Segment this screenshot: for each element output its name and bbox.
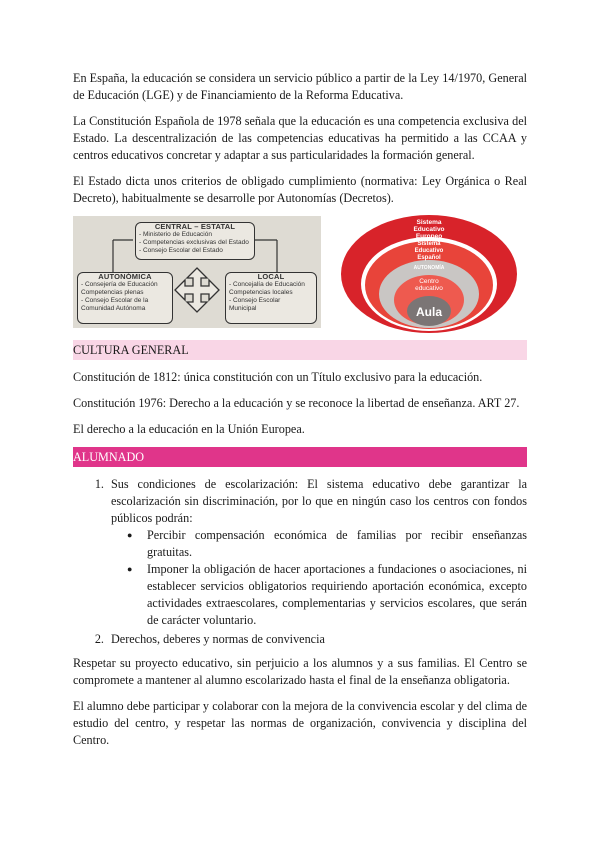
autonomica-line: - Consejo Escolar de la xyxy=(81,297,149,304)
concentric-rings-diagram xyxy=(329,214,529,334)
core-label: Aula xyxy=(415,305,443,319)
local-line: Competencias locales xyxy=(229,289,293,296)
list-item-text: Sus condiciones de escolarización: El sistema educativo debe garantizar la escolarización sin discriminación, por lo que en ningún caso los centros con fondos públicos podrán: xyxy=(111,477,527,525)
local-title: LOCAL xyxy=(257,272,285,281)
intro-paragraph-2: La Constitución Española de 1978 señala que la educación es una competencia exclusiva del Estado. La descentralización de las competencias educativas ha permitido a las CCAA y centros educativos concretar y adaptar a sus particularidades la formación general. xyxy=(73,114,527,162)
sub-list-item-compensacion: ● Percibir compensación económica de familias por recibir enseñanzas gratuitas. xyxy=(147,527,527,561)
ring1-label: Educativo xyxy=(413,226,445,233)
autonomica-line: Comunidad Autónoma xyxy=(81,305,146,312)
cultura-paragraph-2: Constitución 1976: Derecho a la educación y se reconoce la libertad de enseñanza. ART 27. xyxy=(73,396,520,410)
ring4-label: Centro xyxy=(419,278,439,285)
autonomica-line: Competencias plenas xyxy=(81,289,144,296)
cultura-paragraph-3: El derecho a la educación en la Unión Europea. xyxy=(73,422,305,436)
intro-paragraph-3: El Estado dicta unos criterios de obligado cumplimiento (normativa: Ley Orgánica o Real Decreto), habitualmente se desarrolle por Autonomías (Decretos). xyxy=(73,174,527,205)
local-line: - Consejo Escolar xyxy=(229,297,281,304)
closing-paragraph-2: El alumno debe participar y colaborar con la mejora de la convivencia escolar y del clima de estudio del centro, y respetar las normas de organización, convivencia y disciplina del Centro. xyxy=(73,699,527,747)
central-line: - Consejo Escolar del Estado xyxy=(139,247,223,254)
central-title: CENTRAL – ESTATAL xyxy=(154,222,236,231)
central-line: - Competencias exclusivas del Estado xyxy=(139,239,249,246)
autonomica-line: - Consejería de Educación xyxy=(81,281,158,288)
autonomica-box xyxy=(77,272,173,324)
ring2-label: Educativo xyxy=(414,248,444,254)
ring1-label: Sistema xyxy=(416,219,442,226)
list-item-escolarizacion xyxy=(107,476,527,629)
four-way-arrow-icon xyxy=(175,268,219,312)
sub-list xyxy=(111,527,527,629)
document-body xyxy=(73,70,527,758)
section-heading-cultura-general: CULTURA GENERAL xyxy=(73,340,527,360)
sub-list-item-aportaciones: ● Imponer la obligación de hacer aportaciones a fundaciones o asociaciones, ni establecer servicios obligatorios requiriendo aportación económica, excepto actividades extraescolares, complementarias y servicios escolares, que serán de carácter voluntario. xyxy=(147,561,527,629)
ring3-label: AUTONOMÍA xyxy=(413,265,445,271)
ring2-label: Sistema xyxy=(417,241,441,247)
local-line: - Concejalía de Educación xyxy=(229,281,305,288)
local-box xyxy=(225,272,317,324)
intro-paragraph-1: En España, la educación se considera un servicio público a partir de la Ley 14/1970, General de Educación (LGE) y de Financiamiento de la Reforma Educativa. xyxy=(73,71,527,102)
ring1-label: Europeo xyxy=(415,233,443,240)
competencias-diagram xyxy=(73,216,321,328)
cultura-paragraph-1: Constitución de 1812: única constitución con un Título exclusivo para la educación. xyxy=(73,370,483,384)
list-item-derechos: 2. Derechos, deberes y normas de convivencia xyxy=(107,631,527,648)
ring2-label: Español xyxy=(417,255,441,261)
figures-row xyxy=(73,216,527,336)
section-heading-alumnado: ALUMNADO xyxy=(73,447,527,467)
central-line: - Ministerio de Educación xyxy=(139,231,212,238)
local-line: Municipal xyxy=(229,305,257,312)
autonomica-title: AUTONÓMICA xyxy=(98,272,152,281)
alumnado-list xyxy=(73,476,527,648)
closing-paragraph-1: Respetar su proyecto educativo, sin perjuicio a los alumnos y a sus familias. El Centro se compromete a mantener al alumno escolarizado hasta el final de la enseñanza obligatoria. xyxy=(73,656,527,687)
ring4-label: educativo xyxy=(415,285,443,292)
